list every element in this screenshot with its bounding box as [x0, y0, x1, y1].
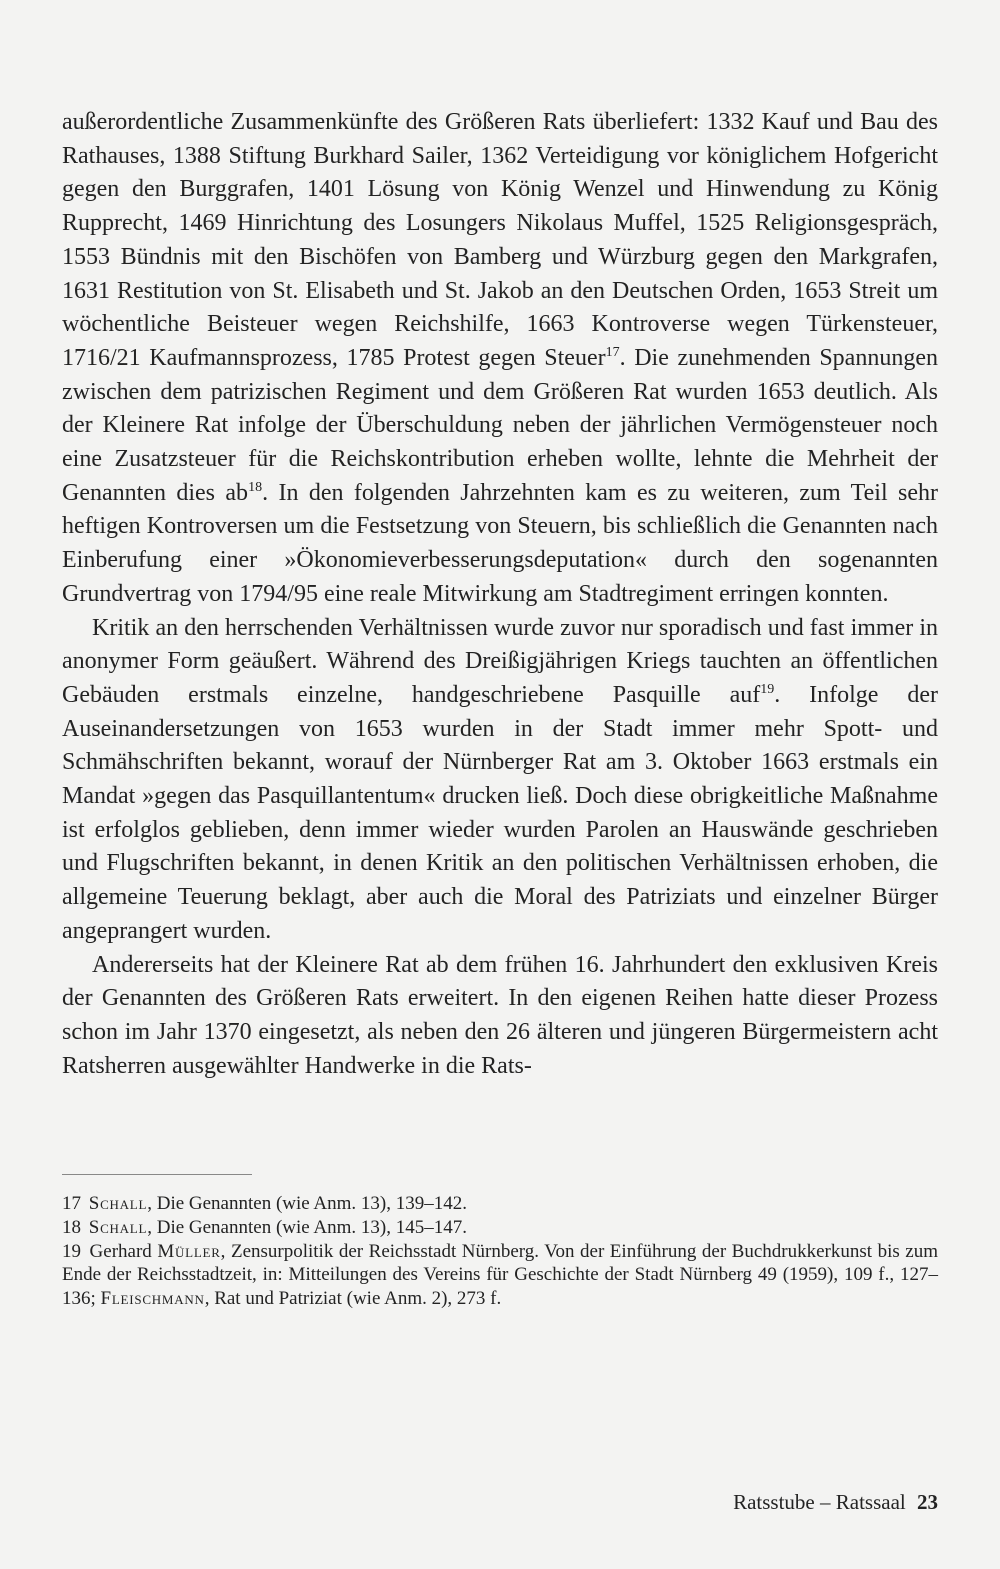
paragraph-1-part-b: . Die zunehmenden Spannungen zwischen dem patrizischen Regiment und dem Größeren Rat wurden 1653 deutlich. Als der Kleinere Rat infolge der Überschuldung neben der jährlichen Vermögensteuer noch eine Zusatzsteuer für die Reichskontribution erheben wollte, lehnte die Mehrheit der Genannten dies ab: [62, 344, 938, 506]
footnote-text: , Die Genannten (wie Anm. 13), 139–142.: [147, 1193, 467, 1214]
footnote-number: 17: [62, 1193, 81, 1214]
paragraph-1: [62, 106, 938, 612]
footnote-author: Schall: [88, 1216, 148, 1238]
paragraph-1-part-a: außerordentliche Zusammenkünfte des Größeren Rats überliefert: 1332 Kauf und Bau des Rathauses, 1388 Stiftung Burkhard Sailer, 1362 Verteidigung vor königlichem Hofgericht gegen den Burggrafen, 1401 Lösung von König Wenzel und Hinwendung zu König Rupprecht, 1469 Hinrichtung des Losungers Nikolaus Muffel, 1525 Religionsgespräch, 1553 Bündnis mit den Bischöfen von Bamberg und Würzburg gegen den Markgrafen, 1631 Restitution von St. Elisabeth und St. Jakob an den Deutschen Orden, 1653 Streit um wöchentliche Beisteuer wegen Reichshilfe, 1663 Kontroverse wegen Türkensteuer, 1716/21 Kaufmannsprozess, 1785 Protest gegen Steuer: [62, 109, 938, 371]
footnote-ref-17: 17: [605, 344, 620, 360]
footnote-text: , Die Genannten (wie Anm. 13), 145–147.: [147, 1216, 467, 1238]
footnote-number: 19: [62, 1240, 81, 1262]
paragraph-2-part-a: Kritik an den herrschenden Verhältnissen wurde zuvor nur sporadisch und fast immer in anonymer Form geäußert. Während des Dreißigjährigen Kriegs tauchten an öffentlichen Gebäuden erstmals einzelne, handgeschriebene Pasquille auf: [62, 614, 938, 708]
main-text: [62, 106, 938, 1083]
footnote-18: [62, 1216, 938, 1240]
footnote-ref-18: 18: [248, 479, 263, 495]
footnotes: [62, 1192, 938, 1311]
running-title: Ratsstube – Ratssaal: [733, 1490, 906, 1514]
paragraph-1-part-c: . In den folgenden Jahrzehnten kam es zu weiteren, zum Teil sehr heftigen Kontroversen um die Festsetzung von Steuern, bis schließlich die Genannten nach Einberufung einer »Ökonomieverbesserungsdeputation« durch den sogenannten Grundvertrag von 1794/95 eine reale Mitwirkung am Stadtregiment erringen konnten.: [62, 479, 938, 607]
footnote-separator: [62, 1174, 252, 1175]
running-footer: [733, 1490, 938, 1515]
footnote-author-prefix: Gerhard: [89, 1240, 158, 1262]
paragraph-2: [62, 612, 938, 949]
footnote-text: , Zensurpolitik der Reichsstadt Nürnberg. Von der Einführung der Buchdrukkerkunst bis zum Ende der Reichsstadtzeit, in: Mitteilungen des Vereins für Geschichte der Stadt Nürnberg 49 (1959), 109 f., 127–136;: [62, 1240, 939, 1310]
footnote-17: [62, 1192, 938, 1216]
footnote-author: Schall: [88, 1193, 148, 1214]
footnote-author-2: Fleischmann: [100, 1288, 205, 1310]
footnote-19: [62, 1240, 938, 1311]
page-number: 23: [917, 1490, 938, 1514]
footnote-author: Müller: [157, 1240, 221, 1262]
footnote-ref-19: 19: [760, 681, 775, 697]
footnote-text-2: , Rat und Patriziat (wie Anm. 2), 273 f.: [204, 1288, 502, 1310]
footnote-number: 18: [62, 1216, 81, 1238]
paragraph-3: Andererseits hat der Kleinere Rat ab dem frühen 16. Jahrhundert den exklusiven Kreis der Genannten des Größeren Rats erweitert. In den eigenen Reihen hatte dieser Prozess schon im Jahr 1370 eingesetzt, als neben den 26 älteren und jüngeren Bürgermeistern acht Ratsherren ausgewählter Handwerke in die Rats-: [62, 951, 938, 1079]
paragraph-2-part-b: . Infolge der Auseinandersetzungen von 1653 wurden in der Stadt immer mehr Spott- und Schmähschriften bekannt, worauf der Nürnberger Rat am 3. Oktober 1663 erstmals ein Mandat »gegen das Pasquillantentum« drucken ließ. Doch diese obrigkeitliche Maßnahme ist erfolglos geblieben, denn immer wieder wurden Parolen an Hauswände geschrieben und Flugschriften bekannt, in denen Kritik an den politischen Verhältnissen erhoben, die allgemeine Teuerung beklagt, aber auch die Moral des Patriziats und einzelner Bürger angeprangert wurden.: [62, 681, 938, 944]
